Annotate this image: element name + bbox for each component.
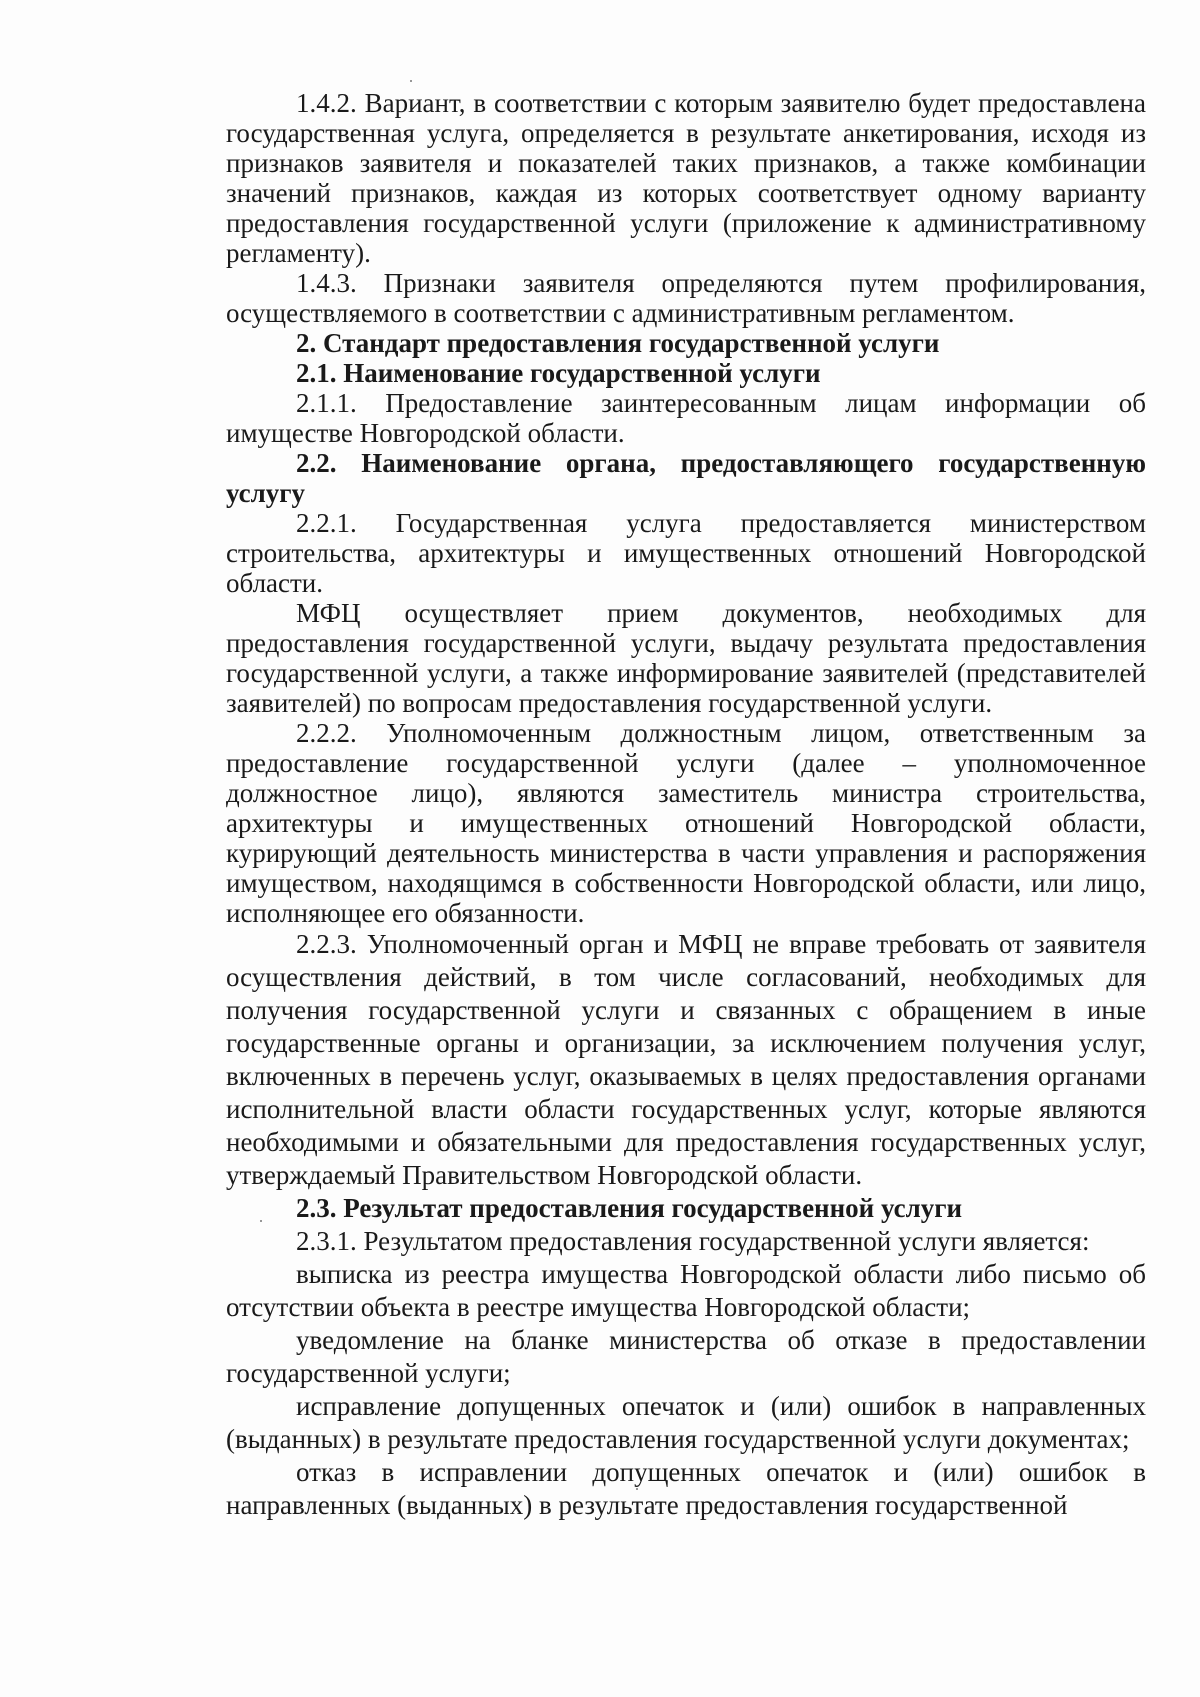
paragraph-2-2-2: 2.2.2. Уполномоченным должностным лицом, ответственным за предоставление государственной услуги (далее – уполномоченное должностное лицо), являются заместитель министра строительства, архитектуры и имущественных отношений Новгородской области, курирующий деятельность министерства в части управления и распоряжения имуществом, находящимся в собственности Новгородской области, или лицо, исполняющее его обязанности.	[226, 718, 1146, 928]
paragraph-2-2-1: 2.2.1. Государственная услуга предоставляется министерством строительства, архитектуры и имущественных отношений Новгородской области.	[226, 508, 1146, 598]
scan-speck	[410, 80, 412, 82]
paragraph-mfc: МФЦ осуществляет прием документов, необходимых для предоставления государственной услуги, выдачу результата предоставления государственной услуги, а также информирование заявителей (представителей заявителей) по вопросам предоставления государственной услуги.	[226, 598, 1146, 718]
heading-2-3: 2.3. Результат предоставления государственной услуги	[296, 1193, 963, 1223]
heading-section-2: 2. Стандарт предоставления государственной услуги	[296, 328, 940, 358]
paragraph-2-3-1: 2.3.1. Результатом предоставления государственной услуги является:	[296, 1226, 1090, 1256]
result-item-refusal-notice: уведомление на бланке министерства об отказе в предоставлении государственной услуги;	[226, 1325, 1146, 1388]
document-body	[226, 88, 1146, 1522]
result-item-correction-refusal: отказ в исправлении допущенных опечаток и (или) ошибок в направленных (выданных) в результате предоставления государственной	[226, 1457, 1146, 1520]
paragraph-2-2-3: 2.2.3. Уполномоченный орган и МФЦ не вправе требовать от заявителя осуществления действий, в том числе согласований, необходимых для получения государственной услуги и связанных с обращением в иные государственные органы и организации, за исключением получения услуг, включенных в перечень услуг, оказываемых в целях предоставления органами исполнительной власти области государственных услуг, которые являются необходимыми и обязательными для предоставления государственных услуг, утверждаемый Правительством Новгородской области.	[226, 929, 1146, 1190]
paragraph-2-1-1: 2.1.1. Предоставление заинтересованным лицам информации об имуществе Новгородской области.	[226, 388, 1146, 448]
heading-2-2: 2.2. Наименование органа, предоставляющего государственную услугу	[226, 448, 1146, 508]
heading-2-1: 2.1. Наименование государственной услуги	[296, 358, 821, 388]
result-item-correction: исправление допущенных опечаток и (или) ошибок в направленных (выданных) в результате предоставления государственной услуги документах;	[226, 1391, 1146, 1454]
paragraph-1-4-2: 1.4.2. Вариант, в соответствии с которым заявителю будет предоставлена государственная услуга, определяется в результате анкетирования, исходя из признаков заявителя и показателей таких признаков, а также комбинации значений признаков, каждая из которых соответствует одному варианту предоставления государственной услуги (приложение к административному регламенту).	[226, 88, 1146, 268]
result-item-extract: выписка из реестра имущества Новгородской области либо письмо об отсутствии объекта в реестре имущества Новгородской области;	[226, 1259, 1146, 1322]
paragraph-1-4-3: 1.4.3. Признаки заявителя определяются путем профилирования, осуществляемого в соответствии с административным регламентом.	[226, 268, 1146, 328]
